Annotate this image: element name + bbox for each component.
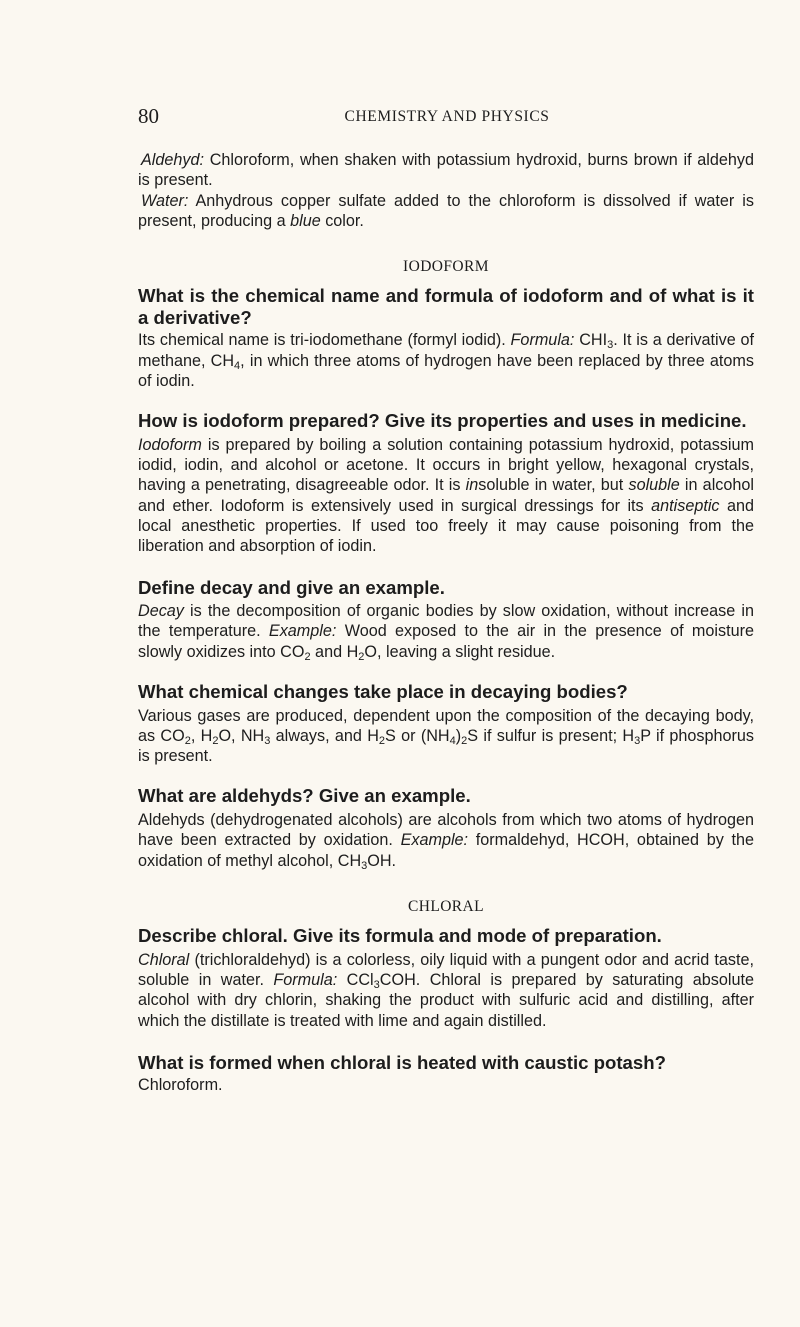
answer-paragraph: Decay is the decomposition of organic bodies by slow oxidation, without increase in the temperature. Example: Wood exposed to the air in the presence of moisture slowly oxidizes into $CO_2$ and $H_2O$, leaving a slight residue. <box>138 602 754 663</box>
page-number: 80 <box>138 104 159 128</box>
question-heading: What is formed when chloral is heated with caustic potash? <box>138 1051 666 1073</box>
answer-paragraph: Various gases are produced, dependent upon the composition of the decaying body, as $CO_2$, $H_2O$, $NH_3$ always, and $H_2S$ or $(NH_4)_2S$ if sulfur is present; $H_3P$ if phosphorus is present. <box>138 706 755 766</box>
answer-paragraph: Chloral (trichloraldehyd) is a colorless, oily liquid with a pungent odor and acrid taste, soluble in water. Formula: CCl$_3$COH. Chloral is prepared by saturating absolute alcohol with dry chlorin, shaking the product with sulfuric acid and distilling, after which the distillate is treated with lime and again distilled. <box>138 950 755 1030</box>
answer-paragraph: Iodoform is prepared by boiling a solution containing potassium hydroxid, potassium iodid, iodin, and alcohol or acetone. It occurs in bright yellow, hexagonal crystals, having a penetrating, disagreeable odor. It is insoluble in water, but soluble in alcohol and ether. Iodoform is extensively used in surgical dressings for its antiseptic and local anesthetic properties. If used too freely it may cause poisoning from the liberation and absorption of iodin. <box>138 435 754 556</box>
aldehyd-test: Aldehyd: Chloroform, when shaken with potassium hydroxid, burns brown if aldehyd is present. <box>138 151 754 190</box>
question-heading: Describe chloral. Give its formula and mode of preparation. <box>138 925 662 947</box>
section-heading-iodoform: IODOFORM <box>403 258 489 276</box>
water-test: Water: Anhydrous copper sulfate added to the chloroform is dissolved if water is present, producing a blue color. <box>138 191 754 230</box>
question-heading: What are aldehyds? Give an example. <box>138 785 471 807</box>
page-content <box>138 150 754 1096</box>
answer-paragraph: Chloroform. <box>138 1076 223 1095</box>
section-heading-chloral: CHLORAL <box>408 897 484 915</box>
water-label: Water: <box>141 191 189 210</box>
question-heading: What is the chemical name and formula of iodoform and of what is it a derivative? <box>138 285 754 328</box>
page-header <box>138 104 756 130</box>
question-heading: What chemical changes take place in decaying bodies? <box>138 681 628 703</box>
question-heading: How is iodoform prepared? Give its properties and uses in medicine. <box>138 410 747 432</box>
answer-paragraph: Aldehyds (dehydrogenated alcohols) are alcohols from which two atoms of hydrogen have been extracted by oxidation. Example: formaldehyd, HCOH, obtained by the oxidation of methyl alcohol, $CH_3OH$. <box>138 810 754 872</box>
running-title: CHEMISTRY AND PHYSICS <box>344 108 550 125</box>
aldehyd-label: Aldehyd: <box>141 151 204 169</box>
answer-paragraph: Its chemical name is tri-iodomethane (formyl iodid). Formula: $CHI_3$. It is a derivative of methane, $CH_4$, in which three atoms of hydrogen have been replaced by three atoms of iodin. <box>138 331 755 391</box>
question-heading: Define decay and give an example. <box>138 576 445 598</box>
